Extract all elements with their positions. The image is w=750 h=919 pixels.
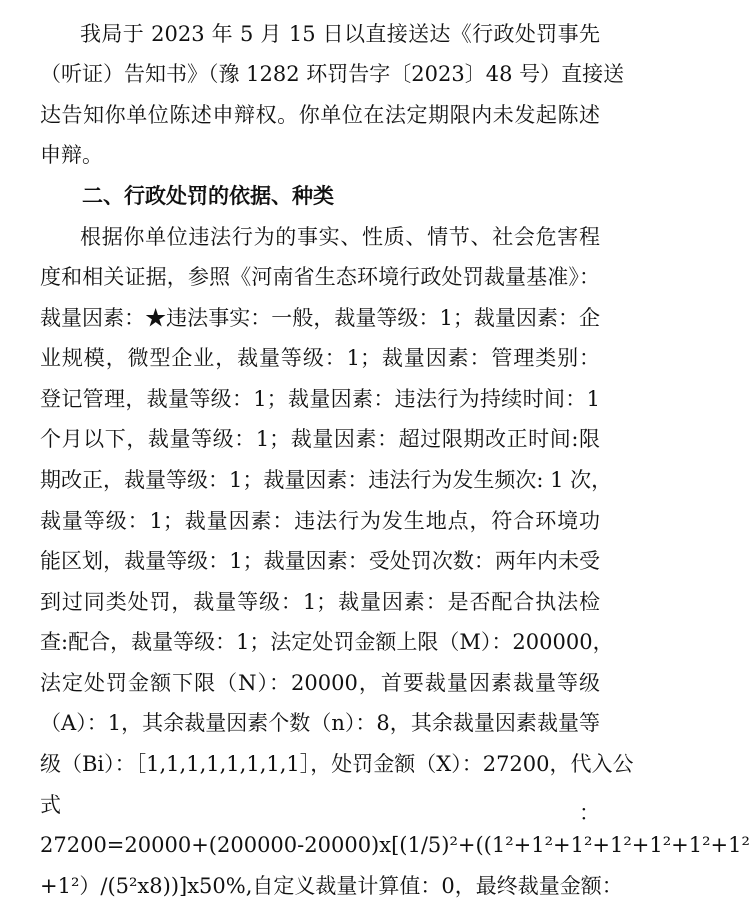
text-line: 到过同类处罚，裁量等级：1；裁量因素：是否配合执法检 [40, 590, 600, 614]
text-line: 式 [40, 793, 61, 817]
text-line: ： [579, 801, 600, 825]
text-line: 达告知你单位陈述申辩权。你单位在法定期限内未发起陈述 [40, 103, 600, 127]
text-line: （A）：1，其余裁量因素个数（n）：8，其余裁量因素裁量等 [40, 711, 600, 735]
text-line: 能区划，裁量等级：1；裁量因素：受处罚次数：两年内未受 [40, 549, 600, 573]
text-line: 法定处罚金额下限（N）：20000，首要裁量因素裁量等级 [40, 671, 600, 695]
text-line: 个月以下，裁量等级：1；裁量因素：超过限期改正时间:限 [40, 427, 600, 451]
text-line: 期改正，裁量等级：1；裁量因素：违法行为发生频次: 1 次， [40, 468, 613, 492]
text-line: 我局于 2023 年 5 月 15 日以直接送达《行政处罚事先 [80, 22, 600, 46]
section-heading: 二、行政处罚的依据、种类 [82, 184, 334, 208]
formula-line: 27200=20000+(200000-20000)x[(1/5)²+((1²+1²+1²+1²+1²+1²+1² [40, 833, 750, 857]
text-line: 裁量因素：★违法事实：一般，裁量等级：1；裁量因素：企 [40, 306, 600, 330]
text-line: 级（Bi）：［1,1,1,1,1,1,1,1］，处罚金额（X）：27200，代入公 [40, 752, 634, 776]
text-line: 申辩。 [40, 143, 103, 167]
text-line: 查:配合，裁量等级：1；法定处罚金额上限（M）：200000， [40, 630, 614, 654]
text-line: 业规模，微型企业，裁量等级：1；裁量因素：管理类别： [40, 346, 600, 370]
text-line: 度和相关证据，参照《河南省生态环境行政处罚裁量基准》： [40, 265, 600, 289]
text-line: 登记管理，裁量等级：1；裁量因素：违法行为持续时间：1 [40, 387, 600, 411]
text-line: （听证）告知书》（豫 1282 环罚告字〔2023〕48 号）直接送 [40, 62, 625, 86]
text-line: 裁量等级：1；裁量因素：违法行为发生地点，符合环境功 [40, 509, 600, 533]
text-line: 根据你单位违法行为的事实、性质、情节、社会危害程 [80, 225, 600, 249]
formula-line: +1²）/(5²x8))]x50%,自定义裁量计算值：0，最终裁量金额： [40, 874, 623, 898]
